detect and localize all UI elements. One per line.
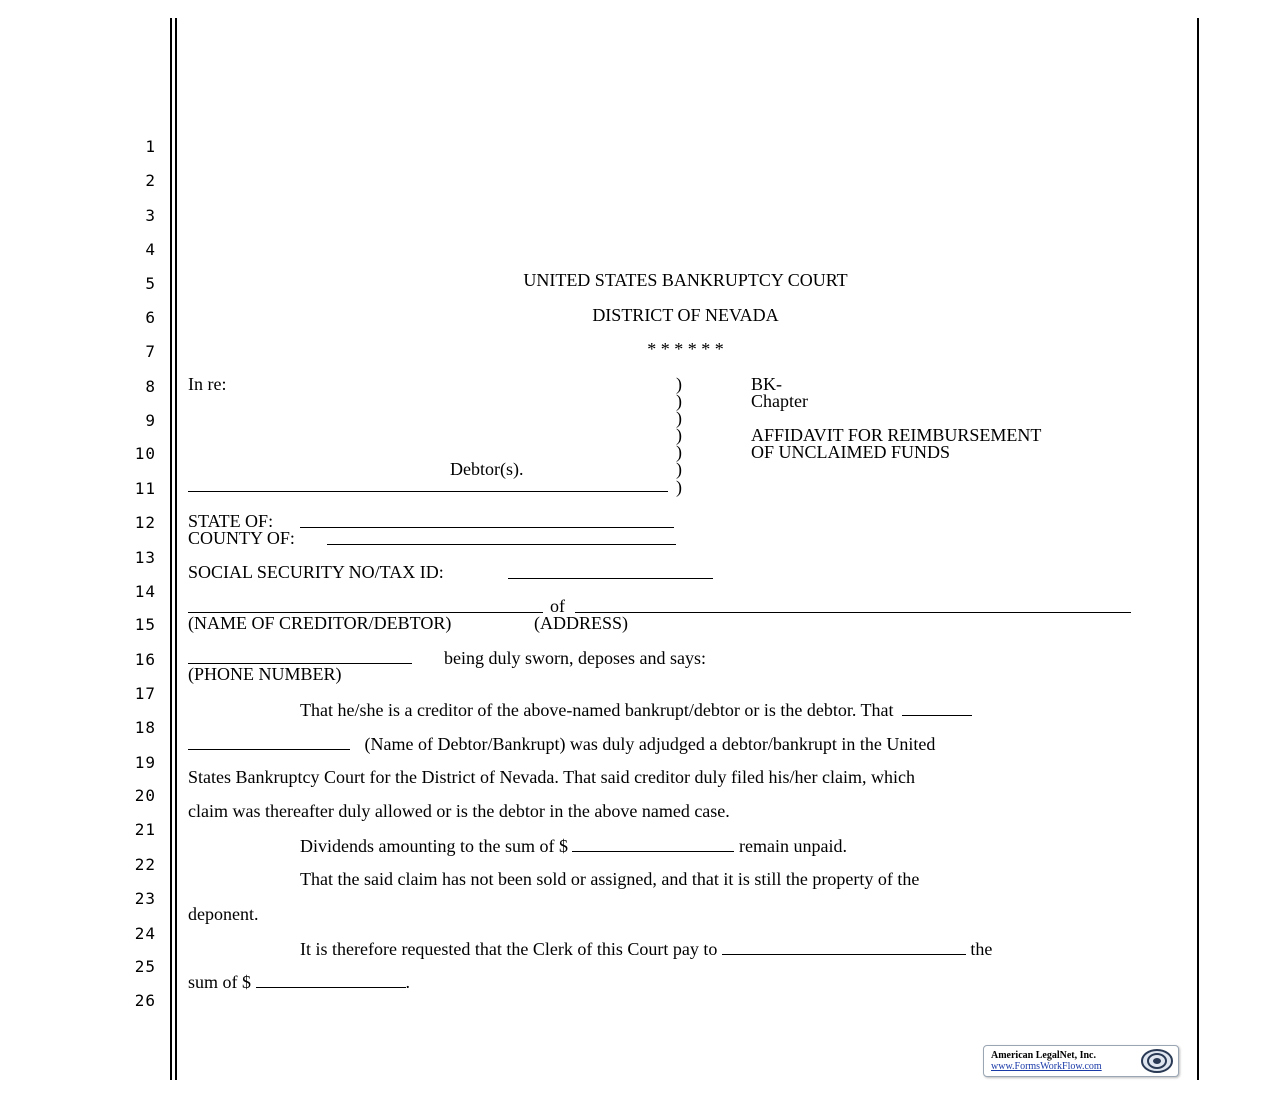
body-paragraph-3-line-1: That the said claim has not been sold or assigned, and that it is still the property of the bbox=[300, 869, 920, 889]
line-number: 15 bbox=[134, 615, 156, 634]
line-number: 12 bbox=[134, 513, 156, 532]
name-field-label: (NAME OF CREDITOR/DEBTOR) bbox=[188, 613, 452, 633]
body-paragraph-1-line-2 bbox=[188, 734, 935, 754]
of-label: of bbox=[550, 596, 565, 616]
line-number: 25 bbox=[134, 957, 156, 976]
payee-field[interactable] bbox=[722, 939, 966, 955]
logo-url-link[interactable]: www.FormsWorkFlow.com bbox=[991, 1061, 1102, 1072]
document-title-line1: AFFIDAVIT FOR REIMBURSEMENT bbox=[751, 425, 1042, 445]
body-text: That he/she is a creditor of the above-named bankrupt/debtor or is the debtor. That bbox=[300, 700, 894, 720]
body-paragraph-2 bbox=[300, 836, 847, 856]
body-text: sum of $ bbox=[188, 972, 251, 992]
line-number: 16 bbox=[134, 650, 156, 669]
body-paragraph-4-line-2 bbox=[188, 972, 410, 992]
left-margin-rule-inner bbox=[175, 18, 177, 1080]
caption-paren: ) bbox=[676, 459, 682, 479]
body-paragraph-1-line-1 bbox=[300, 700, 972, 720]
creditor-name-field[interactable] bbox=[188, 597, 543, 613]
left-margin-rule-outer bbox=[170, 18, 172, 1080]
line-number: 17 bbox=[134, 684, 156, 703]
line-number: 3 bbox=[145, 206, 156, 225]
right-margin-rule bbox=[1197, 18, 1199, 1080]
body-text: the bbox=[970, 939, 993, 959]
line-number: 1 bbox=[145, 137, 156, 156]
body-text: (Name of Debtor/Bankrupt) was duly adjudged a debtor/bankrupt in the United bbox=[364, 734, 936, 754]
body-paragraph-1-line-4: claim was thereafter duly allowed or is the debtor in the above named case. bbox=[188, 801, 730, 821]
caption-paren: ) bbox=[676, 408, 682, 428]
county-label: COUNTY OF: bbox=[188, 528, 295, 548]
line-number: 22 bbox=[134, 855, 156, 874]
line-number: 2 bbox=[145, 171, 156, 190]
line-number: 7 bbox=[145, 342, 156, 361]
line-number: 14 bbox=[134, 582, 156, 601]
caption-paren: ) bbox=[676, 425, 682, 445]
court-name: UNITED STATES BANKRUPTCY COURT bbox=[523, 270, 848, 290]
body-paragraph-3-line-2: deponent. bbox=[188, 904, 259, 924]
county-field[interactable] bbox=[327, 529, 676, 545]
caption-paren: ) bbox=[676, 477, 682, 497]
body-text: . bbox=[405, 972, 410, 992]
sworn-statement: being duly sworn, deposes and says: bbox=[444, 648, 706, 668]
line-number: 21 bbox=[134, 820, 156, 839]
line-number: 11 bbox=[134, 479, 156, 498]
logo-company-name: American LegalNet, Inc. bbox=[991, 1050, 1096, 1061]
debtor-name-field-cont[interactable] bbox=[188, 734, 350, 750]
line-number: 20 bbox=[134, 786, 156, 805]
address-field[interactable] bbox=[575, 597, 1131, 613]
dividends-amount-field[interactable] bbox=[572, 836, 734, 852]
in-re-label: In re: bbox=[188, 374, 227, 394]
line-number: 4 bbox=[145, 240, 156, 259]
caption-paren: ) bbox=[676, 391, 682, 411]
caption-paren: ) bbox=[676, 442, 682, 462]
line-number: 5 bbox=[145, 274, 156, 293]
phone-field[interactable] bbox=[188, 648, 412, 664]
ssn-field[interactable] bbox=[508, 563, 713, 579]
american-legalnet-logo[interactable] bbox=[983, 1045, 1179, 1077]
bk-case-number-label: BK- bbox=[751, 374, 782, 394]
state-label: STATE OF: bbox=[188, 511, 274, 531]
caption-signature-line[interactable] bbox=[188, 476, 668, 492]
globe-icon bbox=[1139, 1048, 1175, 1074]
line-number: 23 bbox=[134, 889, 156, 908]
line-number: 18 bbox=[134, 718, 156, 737]
payment-amount-field[interactable] bbox=[256, 972, 406, 988]
address-field-label: (ADDRESS) bbox=[534, 613, 629, 633]
body-paragraph-4-line-1 bbox=[300, 939, 992, 959]
body-text: It is therefore requested that the Clerk of this Court pay to bbox=[300, 939, 718, 959]
caption-paren: ) bbox=[676, 374, 682, 394]
ssn-label: SOCIAL SECURITY NO/TAX ID: bbox=[188, 562, 444, 582]
line-number: 19 bbox=[134, 753, 156, 772]
court-district: DISTRICT OF NEVADA bbox=[592, 305, 779, 325]
line-number: 6 bbox=[145, 308, 156, 327]
line-number: 13 bbox=[134, 548, 156, 567]
chapter-label: Chapter bbox=[751, 391, 808, 411]
debtors-label: Debtor(s). bbox=[450, 459, 524, 479]
phone-field-label: (PHONE NUMBER) bbox=[188, 664, 342, 684]
line-number: 8 bbox=[145, 377, 156, 396]
state-field[interactable] bbox=[300, 512, 674, 528]
body-text: Dividends amounting to the sum of $ bbox=[300, 836, 568, 856]
body-paragraph-1-line-3: States Bankruptcy Court for the District of Nevada. That said creditor duly filed his/her claim, which bbox=[188, 767, 915, 787]
line-number: 9 bbox=[145, 411, 156, 430]
document-title-line2: OF UNCLAIMED FUNDS bbox=[751, 442, 951, 462]
line-number: 24 bbox=[134, 924, 156, 943]
separator-stars: * * * * * * bbox=[647, 339, 724, 359]
body-text: remain unpaid. bbox=[738, 836, 847, 856]
line-number: 10 bbox=[134, 444, 156, 463]
debtor-name-field[interactable] bbox=[902, 700, 972, 716]
line-number: 26 bbox=[134, 991, 156, 1010]
